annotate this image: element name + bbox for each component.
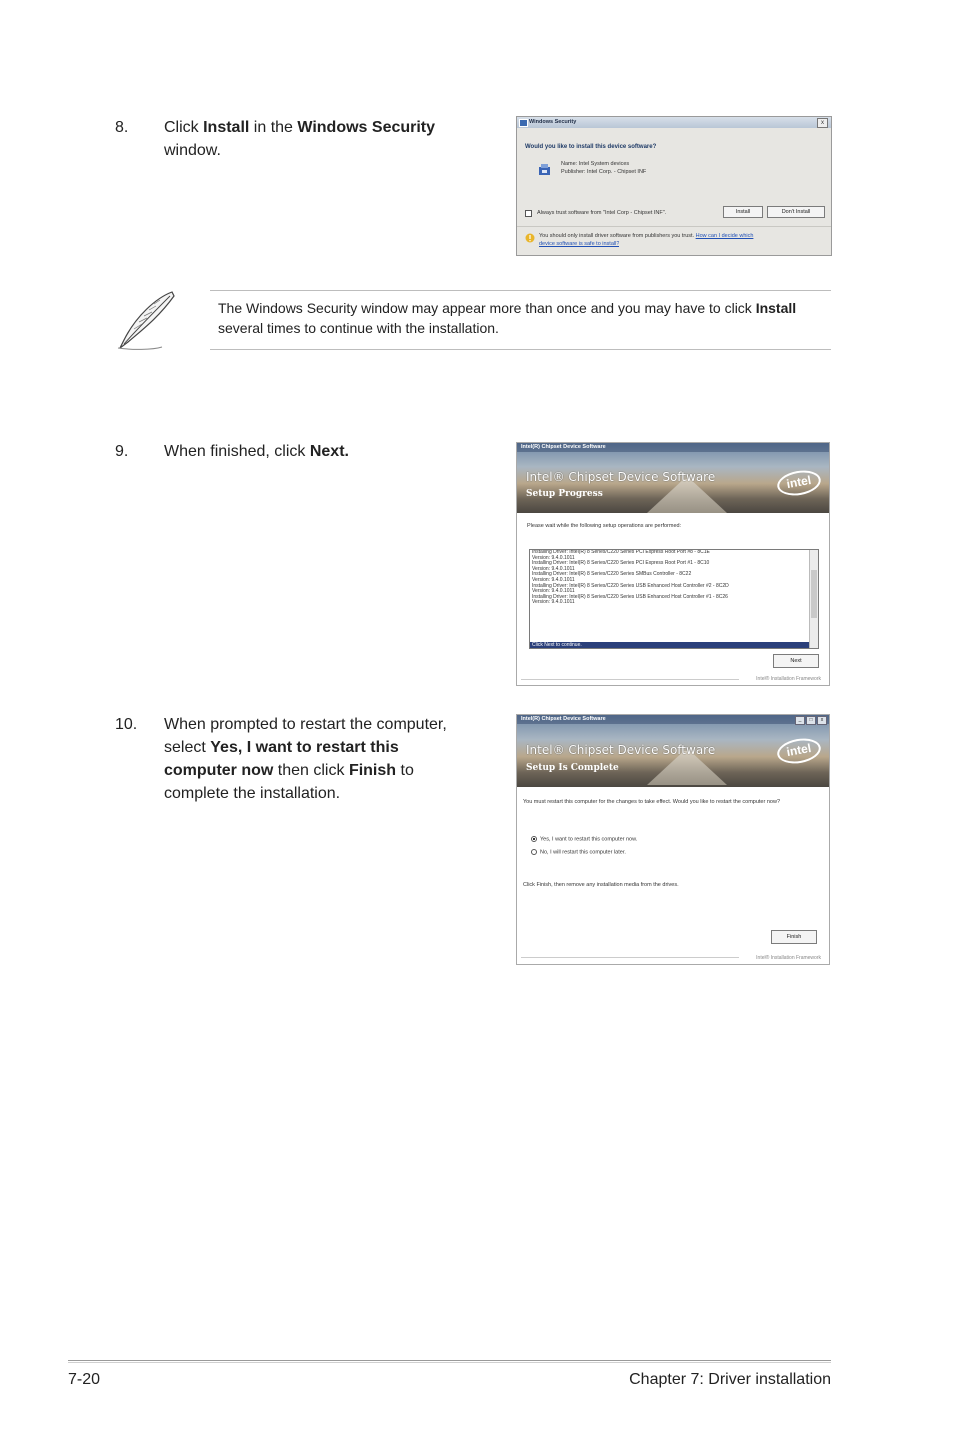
bold-text: Finish [348,762,397,779]
dialog-titlebar [517,117,831,128]
step-text [164,440,484,463]
finish-note: Click Finish, then remove any installation media from the drives. [523,882,679,888]
step-number: 10. [115,716,138,733]
log-line: Version: 9.4.0.1011 [532,576,575,583]
text-run: then click [273,762,349,779]
radio-selected-icon[interactable] [531,836,537,842]
log-line: Version: 9.4.0.1011 [532,565,575,572]
note-text [218,298,818,338]
intel-logo-icon: intel [775,467,822,498]
restart-no-label: No, I will restart this computer later. [540,849,626,856]
step-number: 9. [115,443,129,460]
setup-progress-dialog [516,442,830,686]
dialog-divider [517,226,831,227]
warning-icon [525,233,535,243]
setup-log-list[interactable] [529,549,819,649]
log-lines [530,550,818,606]
text-run: in the [249,119,298,136]
dont-install-button[interactable]: Don't Install [767,206,825,218]
dialog-banner [517,443,829,513]
footer-separator [521,957,739,958]
text-run: several times to continue with the installation. [218,320,499,336]
setup-complete-dialog [516,714,830,965]
text-run: When finished, click [164,443,310,460]
restart-no-option[interactable] [531,849,626,856]
installer-footer: Intel® Installation Framework [756,955,821,961]
feather-pen-icon [112,288,182,352]
log-line: Installing Driver: Intel(R) 8 Series/C220 Series USB Enhanced Host Controller #1 - 8C26 [532,593,728,600]
step-text [164,116,469,162]
instruction-text: Please wait while the following setup operations are performed: [527,523,682,529]
log-scrollbar[interactable] [809,550,818,648]
windows-security-dialog [516,116,832,256]
text-run: to complete the installation. [164,762,414,802]
step-text [164,713,474,805]
log-line: Version: 9.4.0.1011 [532,599,575,606]
bold-text: Install [203,119,250,136]
footer-separator [521,679,739,680]
bold-text: Yes, I want to restart this computer now [164,739,399,779]
always-trust-label: Always trust software from "Intel Corp - Chipset INF". [537,210,667,216]
dialog-banner [517,715,829,787]
text-run: window. [164,142,221,159]
note-bottom-rule [210,349,831,350]
note-top-rule [210,290,831,291]
radio-unselected-icon[interactable] [531,849,537,855]
dialog-titlebar [517,715,829,724]
text-run: When prompted to restart the computer, select [164,716,447,756]
log-line: Installing Driver: Intel(R) 8 Series/C220 Series USB Enhanced Host Controller #2 - 8C2D [532,582,729,589]
text-run: The Windows Security window may appear more than once and you may have to click [218,300,756,316]
device-icon [537,161,553,177]
publisher-line: Publisher: Intel Corp. - Chipset INF [561,169,647,175]
banner-brand: Intel® Chipset Device Software [526,743,716,757]
banner-brand: Intel® Chipset Device Software [526,470,716,484]
warning-link-continued[interactable]: device software is safe to install? [539,241,620,247]
close-icon[interactable]: x [817,118,828,128]
dialog-title: Windows Security [529,119,577,125]
dialog-titlebar [517,443,829,452]
log-line: Installing Driver: Intel(R) 8 Series/C220 Series SMBus Controller - 8C22 [532,571,692,578]
banner-subtitle: Setup Progress [526,489,603,499]
intel-logo-icon: intel [775,735,822,766]
warning-link[interactable]: How can I decide which [695,233,754,239]
window-controls [795,716,827,725]
log-line: Version: 9.4.0.1011 [532,588,575,595]
bold-text: Next. [309,443,349,460]
restart-yes-label: Yes, I want to restart this computer now. [540,836,638,843]
banner-road [647,479,727,513]
minimize-icon[interactable]: _ [795,716,805,725]
name-line: Name: Intel System devices [561,161,630,167]
warning-text [539,233,829,240]
finish-button[interactable]: Finish [771,930,817,944]
bold-text: Install [755,300,797,316]
log-line: Installing Driver: Intel(R) 8 Series/C220 Series PCI Express Root Port #8 - 8C1E [532,549,710,555]
log-line: Version: 9.4.0.1011 [532,554,575,561]
restart-message: You must restart this computer for the changes to take effect. Would you like to restart the computer now? [523,799,781,805]
bold-text: Windows Security [297,119,436,136]
dialog-title: Intel(R) Chipset Device Software [521,444,606,450]
scrollbar-thumb[interactable] [811,570,817,618]
always-trust-checkbox[interactable] [525,210,532,217]
next-button[interactable]: Next [773,654,819,668]
close-icon[interactable]: x [817,716,827,725]
log-line: Installing Driver: Intel(R) 8 Series/C220 Series PCI Express Root Port #1 - 8C10 [532,560,710,567]
dialog-question: Would you like to install this device software? [525,144,657,150]
window-icon [519,119,528,127]
page-number: 7-20 [68,1371,101,1388]
warning-line1: You should only install driver software from publishers you trust. [539,233,695,239]
maximize-icon[interactable]: □ [806,716,816,725]
restart-yes-option[interactable] [531,836,637,843]
step-number: 8. [115,119,129,136]
installer-footer: Intel® Installation Framework [756,676,821,682]
footer-rule-shadow [68,1362,831,1363]
text-run: Click [164,119,204,136]
footer-rule [68,1360,831,1361]
chapter-title: Chapter 7: Driver installation [629,1371,831,1388]
log-selected-line[interactable]: Click Next to continue. [530,642,809,648]
dialog-title: Intel(R) Chipset Device Software [521,716,606,722]
install-button[interactable]: Install [723,206,763,218]
banner-subtitle: Setup Is Complete [526,763,619,773]
